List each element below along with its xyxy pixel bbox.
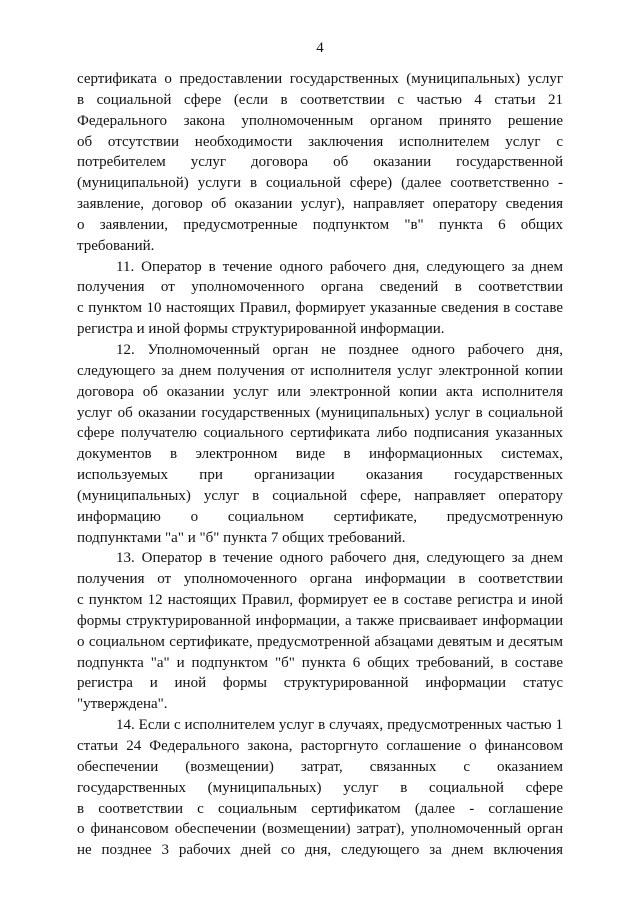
text-line: получения от уполномоченного органа сведений в соответствии xyxy=(77,279,563,296)
text-line: сертификата о предоставлении государственных (муниципальных) услуг xyxy=(77,71,563,87)
page-number: 4 xyxy=(316,40,324,56)
text-line: договора об оказании услуг или электронной копии акта исполнителя xyxy=(77,383,563,400)
text-line: подпунктами "а" и "б" пункта 7 общих требований. xyxy=(77,529,406,546)
text-line: заявление, договор об оказании услуг), направляет оператору сведения xyxy=(77,196,563,213)
text-line: регистра и иной формы структурированной информации. xyxy=(77,321,445,338)
text-line: Федерального закона уполномоченным органом принято решение xyxy=(77,112,563,129)
text-line: подпункта "а" и подпунктом "б" пункта 6 общих требований, в составе xyxy=(77,654,563,671)
text-line: с пунктом 12 настоящих Правил, формирует ее в составе регистра и иной xyxy=(77,592,563,609)
text-line: (муниципальных) услуг в социальной сфере, направляет оператору xyxy=(77,487,563,504)
text-line: статьи 24 Федерального закона, расторгнуто соглашение о финансовом xyxy=(77,738,563,754)
text-line: документов в электронном виде в информационных системах, xyxy=(77,446,563,463)
text-line: потребителем услуг договора об оказании государственной xyxy=(77,154,563,171)
paragraph-14-start: 14. Если с исполнителем услуг в случаях, предусмотренных частью 1 xyxy=(116,717,563,734)
text-line: с пунктом 10 настоящих Правил, формирует указанные сведения в составе xyxy=(77,300,563,317)
text-line: о финансовом обеспечении (возмещении) затрат), уполномоченный орган xyxy=(77,821,563,838)
text-line: информацию о социальном сертификате, предусмотренную xyxy=(77,508,563,525)
paragraph-11-start: 11. Оператор в течение одного рабочего дня, следующего за днем xyxy=(116,258,563,275)
text-line: о социальном сертификате, предусмотренной абзацами девятым и десятым xyxy=(77,633,563,650)
text-line: формы структурированной информации, а также присваивает информации xyxy=(77,612,563,629)
text-line: требований. xyxy=(77,237,155,254)
text-line: "утверждена". xyxy=(77,696,168,713)
text-line: государственных (муниципальных) услуг в социальной сфере xyxy=(77,779,563,796)
text-line: следующего за днем получения от исполнителя услуг электронной копии xyxy=(77,362,563,379)
text-line: используемых при организации оказания государственных xyxy=(77,467,563,484)
text-line: в социальной сфере (если в соответствии с частью 4 статьи 21 xyxy=(77,91,563,108)
text-line: о заявлении, предусмотренные подпунктом "в" пункта 6 общих xyxy=(77,216,563,233)
text-line: регистра и иной формы структурированной информации статус xyxy=(77,675,563,692)
text-line: услуг об оказании государственных (муниципальных) услуг в социальной xyxy=(77,404,563,421)
text-line: (муниципальной) услуги в социальной сфере) (далее соответственно - xyxy=(77,175,563,192)
document-body xyxy=(77,69,563,861)
text-line: сфере получателю социального сертификата либо подписания указанных xyxy=(77,425,563,442)
text-line: об отсутствии необходимости заключения исполнителем услуг с xyxy=(77,133,563,150)
paragraph-13-start: 13. Оператор в течение одного рабочего дня, следующего за днем xyxy=(116,550,563,567)
text-line: в соответствии с социальным сертификатом (далее - соглашение xyxy=(77,800,563,817)
text-line: не позднее 3 рабочих дней со дня, следующего за днем включения xyxy=(77,842,563,859)
paragraph-12-start: 12. Уполномоченный орган не позднее одного рабочего дня, xyxy=(116,341,563,358)
text-line: обеспечении (возмещении) затрат, связанных с оказанием xyxy=(77,758,563,775)
text-line: получения от уполномоченного органа информации в соответствии xyxy=(77,571,563,588)
